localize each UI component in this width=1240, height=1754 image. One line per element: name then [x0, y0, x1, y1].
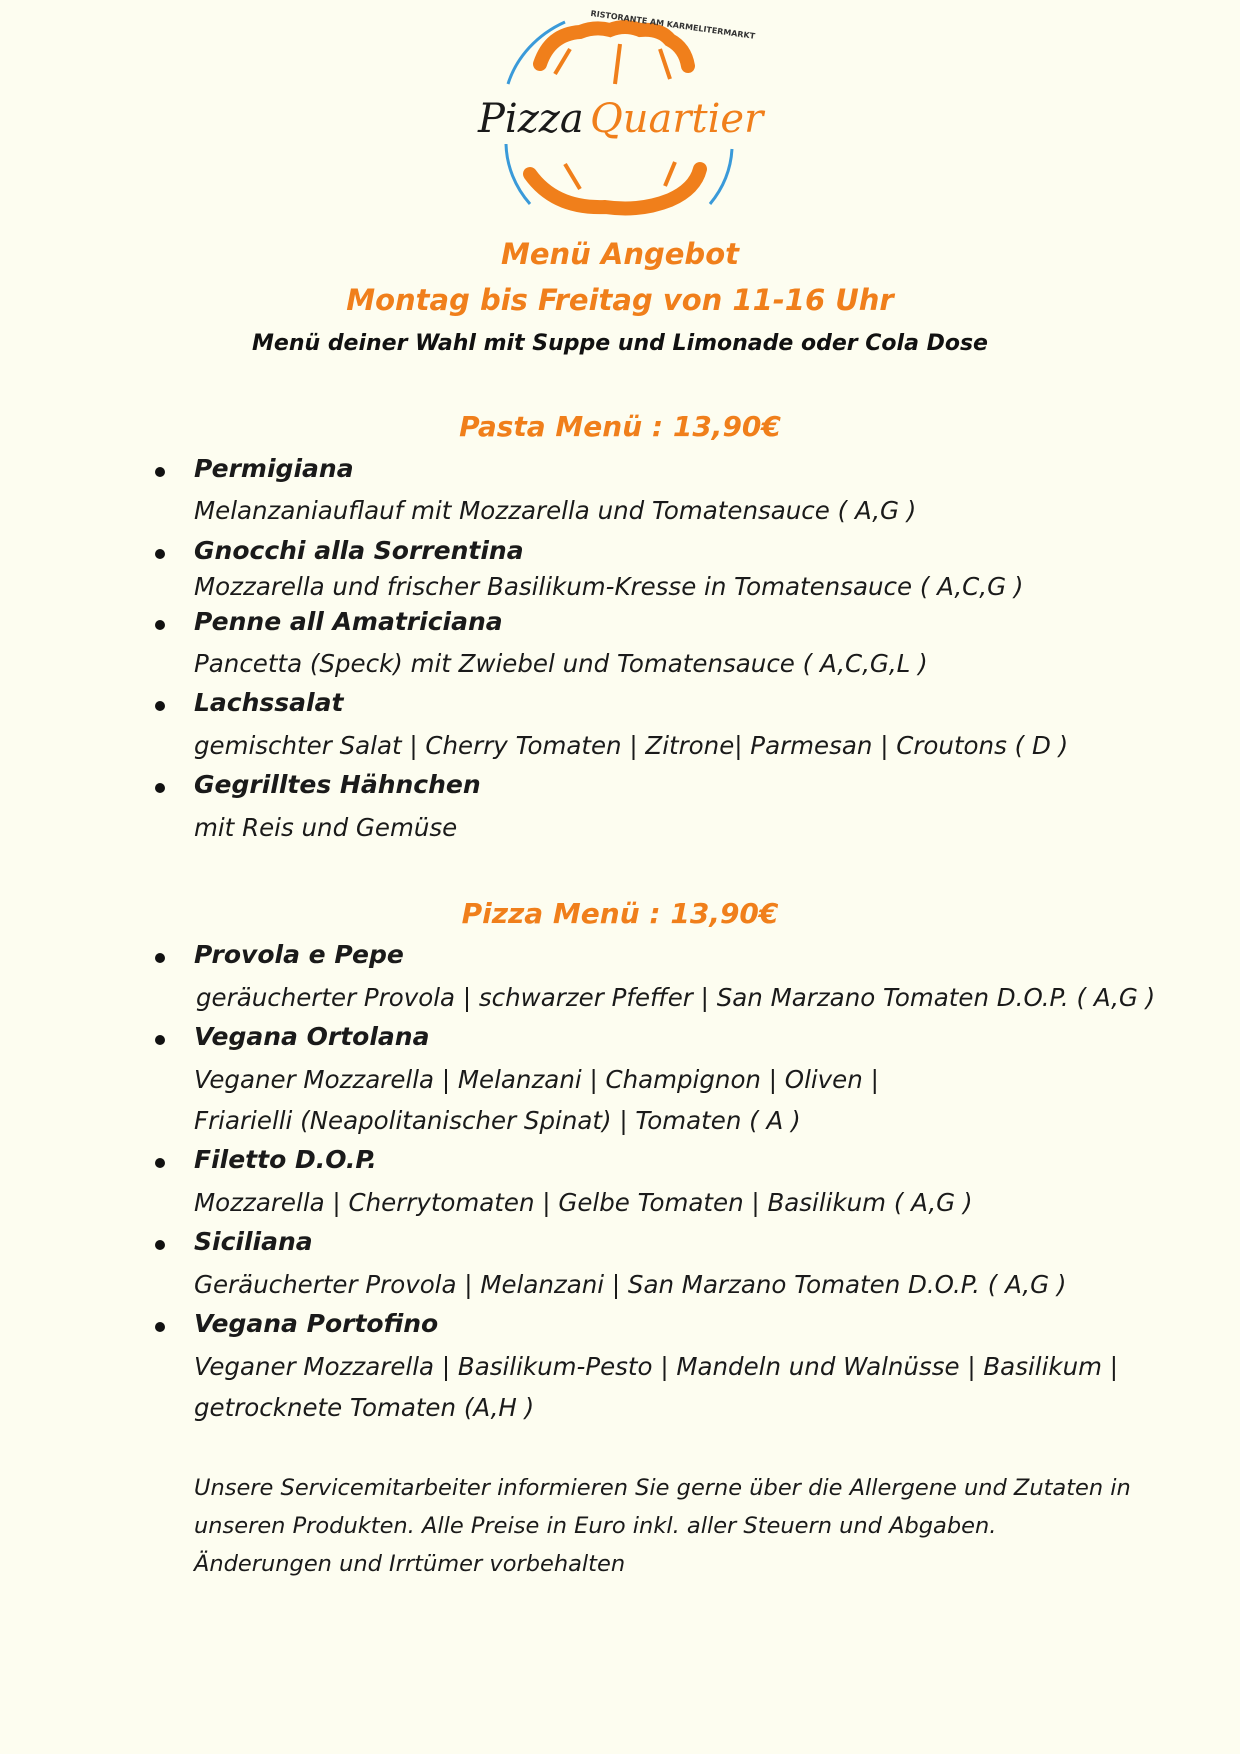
pizza-item-desc: Veganer Mozzarella | Melanzani | Champignon | Oliven |: [194, 1065, 879, 1094]
bullet-icon: [155, 549, 165, 559]
pasta-item-name: Gegrilltes Hähnchen: [194, 770, 481, 799]
pizza-item-desc: Geräucherter Provola | Melanzani | San Marzano Tomaten D.O.P. ( A,G ): [194, 1270, 1067, 1299]
opening-hours: Montag bis Freitag von 11-16 Uhr: [346, 283, 894, 317]
pizza-item-desc: getrocknete Tomaten (A,H ): [194, 1393, 535, 1422]
footer-note-line: unseren Produkten. Alle Preise in Euro inkl. aller Steuern und Abgaben.: [194, 1513, 997, 1539]
pizza-item-desc: geräucherter Provola | schwarzer Pfeffer | San Marzano Tomaten D.O.P. ( A,G ): [196, 983, 1156, 1012]
pasta-item-name: Penne all Amatriciana: [194, 607, 503, 636]
bullet-icon: [155, 620, 165, 630]
pasta-item-desc: gemischter Salat | Cherry Tomaten | Zitrone| Parmesan | Croutons ( D ): [194, 731, 1069, 760]
bullet-icon: [155, 1158, 165, 1168]
pasta-item-desc: Mozzarella und frischer Basilikum-Kresse in Tomatensauce ( A,C,G ): [194, 572, 1024, 601]
pasta-item-desc: Pancetta (Speck) mit Zwiebel und Tomatensauce ( A,C,G,L ): [194, 649, 928, 678]
pasta-item-name: Lachssalat: [194, 688, 344, 717]
pasta-item-name: Permigiana: [194, 454, 354, 483]
pizza-quartier-logo: [470, 4, 770, 219]
pizza-item-name: Siciliana: [194, 1227, 313, 1256]
pizza-item-name: Provola e Pepe: [194, 940, 404, 969]
bullet-icon: [155, 1035, 165, 1045]
pizza-item-desc: Friarielli (Neapolitanischer Spinat) | Tomaten ( A ): [194, 1106, 801, 1135]
footer-note-line: Unsere Servicemitarbeiter informieren Sie gerne über die Allergene und Zutaten in: [194, 1475, 1131, 1501]
pizza-item-desc: Mozzarella | Cherrytomaten | Gelbe Tomaten | Basilikum ( A,G ): [194, 1188, 973, 1217]
bullet-icon: [155, 1240, 165, 1250]
bullet-icon: [155, 467, 165, 477]
bullet-icon: [155, 1322, 165, 1332]
logo-script-quartier: Quartier: [590, 96, 764, 142]
bullet-icon: [155, 953, 165, 963]
pizza-item-name: Filetto D.O.P.: [194, 1145, 377, 1174]
logo-script-pizza: Pizza: [478, 96, 584, 142]
pasta-item-name: Gnocchi alla Sorrentina: [194, 536, 524, 565]
menu-subtitle: Menü deiner Wahl mit Suppe und Limonade oder Cola Dose: [252, 331, 988, 356]
footer-note-line: Änderungen und Irrtümer vorbehalten: [194, 1551, 626, 1577]
pasta-section-title: Pasta Menü : 13,90€: [459, 410, 781, 443]
logo-ring-text: RISTORANTE AM KARMELITERMARKT: [590, 8, 756, 41]
pizza-section-title: Pizza Menü : 13,90€: [461, 897, 779, 930]
pasta-item-desc: mit Reis und Gemüse: [194, 813, 458, 842]
bullet-icon: [155, 701, 165, 711]
bullet-icon: [155, 783, 165, 793]
pasta-item-desc: Melanzaniauflauf mit Mozzarella und Tomatensauce ( A,G ): [194, 496, 917, 525]
pizza-item-name: Vegana Portofino: [194, 1309, 439, 1338]
pizza-item-name: Vegana Ortolana: [194, 1022, 430, 1051]
pizza-item-desc: Veganer Mozzarella | Basilikum-Pesto | Mandeln und Walnüsse | Basilikum |: [194, 1352, 1119, 1381]
page-title: Menü Angebot: [501, 237, 739, 271]
